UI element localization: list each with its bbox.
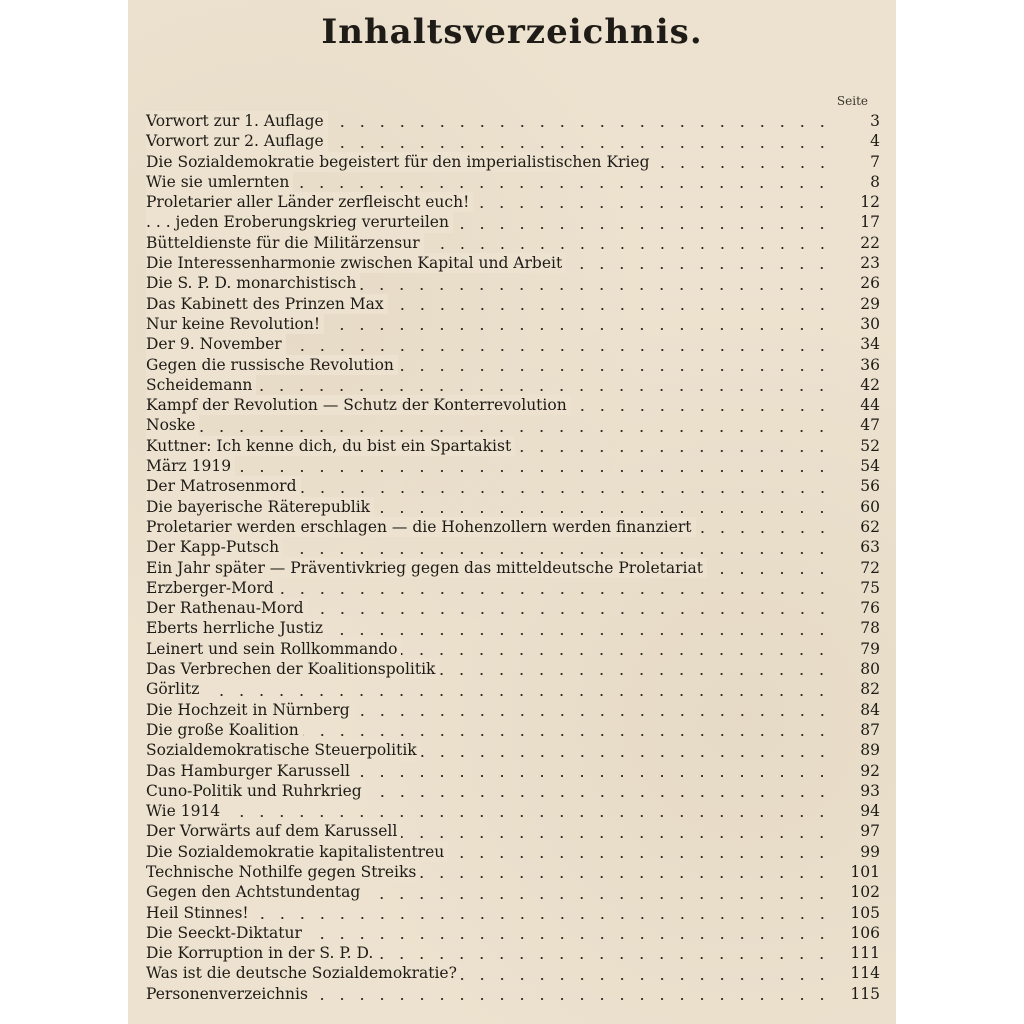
dot-leader	[278, 592, 832, 594]
toc-entry-title: Das Verbrechen der Koalitionspolitik	[146, 659, 439, 679]
toc-entry-title: Die Korruption in der S. P. D.	[146, 943, 377, 963]
dot-leader	[328, 146, 832, 148]
toc-entry	[146, 842, 880, 862]
page-title: Inhaltsverzeichnis.	[321, 12, 703, 52]
dot-leader	[308, 612, 832, 614]
toc-entry-page-number: 102	[850, 883, 880, 902]
toc-entry-page-number: 72	[860, 558, 880, 577]
dot-leader	[283, 552, 832, 554]
toc-entry	[146, 598, 880, 618]
toc-entry-title: Noske	[146, 415, 199, 435]
toc-entry-page-number: 54	[860, 457, 880, 476]
toc-entry	[146, 111, 880, 131]
toc-entry-page-number: 97	[860, 822, 880, 841]
toc-entry	[146, 963, 880, 983]
toc-entry-title: Sozialdemokratische Steuerpolitik	[146, 740, 421, 760]
toc-entry	[146, 456, 880, 476]
toc-entry-title: Kuttner: Ich kenne dich, du bist ein Spartakist	[146, 436, 515, 456]
toc-entry-page-number: 17	[860, 213, 880, 232]
toc-entry-page-number: 99	[860, 842, 880, 861]
dot-leader	[420, 876, 832, 878]
dot-leader	[571, 409, 832, 411]
dot-leader	[293, 186, 832, 188]
toc-entry-title: Die große Koalition	[146, 720, 303, 740]
toc-entry	[146, 923, 880, 943]
dot-leader	[312, 998, 832, 1000]
toc-entry	[146, 618, 880, 638]
toc-entry-page-number: 34	[860, 335, 880, 354]
dot-leader	[377, 957, 832, 959]
dot-leader	[364, 897, 832, 899]
dot-leader	[461, 978, 832, 980]
toc-entry-page-number: 36	[860, 355, 880, 374]
toc-entry	[146, 578, 880, 598]
toc-entry-title: Erzberger-Mord	[146, 578, 278, 598]
toc-entry-page-number: 60	[860, 497, 880, 516]
dot-leader	[439, 673, 832, 675]
toc-entry-page-number: 29	[860, 294, 880, 313]
toc-entry	[146, 172, 880, 192]
toc-entry-page-number: 47	[860, 416, 880, 435]
toc-entry	[146, 882, 880, 902]
toc-entry-title: Die Interessenharmonie zwischen Kapital und Arbeit	[146, 253, 566, 273]
toc-entry-title: Leinert und sein Rollkommando	[146, 639, 401, 659]
toc-entry-title: Vorwort zur 2. Auflage	[146, 131, 328, 151]
toc-entry	[146, 476, 880, 496]
toc-entry-page-number: 4	[870, 132, 880, 151]
toc-entry-page-number: 30	[860, 314, 880, 333]
toc-entry	[146, 436, 880, 456]
dot-leader	[301, 491, 833, 493]
toc-entry-title: Technische Nothilfe gegen Streiks	[146, 862, 420, 882]
dot-leader	[421, 755, 832, 757]
toc-entry-title: Gegen den Achtstundentag	[146, 882, 364, 902]
toc-entry	[146, 131, 880, 151]
toc-entry	[146, 537, 880, 557]
dot-leader	[448, 856, 832, 858]
toc-entry-page-number: 80	[860, 660, 880, 679]
toc-entry	[146, 375, 880, 395]
toc-entry-page-number: 79	[860, 639, 880, 658]
dot-leader	[388, 308, 832, 310]
dot-leader	[303, 734, 832, 736]
toc-entry-page-number: 87	[860, 720, 880, 739]
toc-entry-page-number: 44	[860, 396, 880, 415]
toc-entry-title: Scheidemann	[146, 375, 256, 395]
toc-entry	[146, 943, 880, 963]
toc-entry-page-number: 42	[860, 375, 880, 394]
dot-leader	[360, 288, 832, 290]
toc-entry	[146, 659, 880, 679]
toc-entry	[146, 984, 880, 1004]
table-of-contents	[146, 111, 880, 1004]
toc-entry-title: Wie sie umlernten	[146, 172, 293, 192]
dot-leader	[696, 531, 832, 533]
dot-leader	[707, 572, 832, 574]
toc-entry-title: Der Kapp-Putsch	[146, 537, 283, 557]
toc-entry-page-number: 3	[870, 112, 880, 130]
toc-entry	[146, 294, 880, 314]
toc-entry-title: Der 9. November	[146, 334, 286, 354]
toc-entry-page-number: 92	[860, 761, 880, 780]
toc-entry-title: Cuno-Politik und Ruhrkrieg	[146, 781, 366, 801]
dot-leader	[354, 714, 832, 716]
toc-entry-title: . . . jeden Eroberungskrieg verurteilen	[146, 212, 453, 232]
toc-entry	[146, 152, 880, 172]
toc-entry-page-number: 78	[860, 619, 880, 638]
toc-entry	[146, 273, 880, 293]
dot-leader	[453, 227, 832, 229]
dot-leader	[253, 917, 832, 919]
dot-leader	[256, 389, 832, 391]
toc-entry	[146, 497, 880, 517]
toc-entry-title: Der Rathenau-Mord	[146, 598, 308, 618]
toc-entry-title: Heil Stinnes!	[146, 903, 253, 923]
toc-entry-page-number: 105	[850, 903, 880, 922]
toc-entry	[146, 233, 880, 253]
dot-leader	[328, 125, 832, 127]
toc-entry-page-number: 101	[850, 862, 880, 881]
toc-entry	[146, 821, 880, 841]
toc-entry-title: Die bayerische Räterepublik	[146, 497, 374, 517]
toc-entry-page-number: 114	[850, 964, 880, 983]
toc-entry-title: Görlitz	[146, 679, 203, 699]
toc-entry-title: Die Sozialdemokratie kapitalistentreu	[146, 842, 448, 862]
toc-entry-title: Vorwort zur 1. Auflage	[146, 111, 328, 131]
toc-entry-page-number: 62	[860, 517, 880, 536]
toc-entry-page-number: 26	[860, 274, 880, 293]
dot-leader	[566, 267, 832, 269]
toc-entry-title: Wie 1914	[146, 801, 224, 821]
toc-entry-title: Eberts herrliche Justiz	[146, 618, 327, 638]
toc-entry	[146, 781, 880, 801]
toc-entry-page-number: 52	[860, 436, 880, 455]
dot-leader	[424, 247, 832, 249]
dot-leader	[286, 349, 832, 351]
toc-entry	[146, 415, 880, 435]
toc-entry-page-number: 82	[860, 680, 880, 699]
toc-entry-title: Proletarier aller Länder zerfleischt euch!	[146, 192, 473, 212]
toc-entry-title: Personenverzeichnis	[146, 984, 312, 1004]
dot-leader	[654, 166, 833, 168]
toc-entry	[146, 639, 880, 659]
toc-entry-title: Ein Jahr später — Präventivkrieg gegen das mitteldeutsche Proletariat	[146, 558, 707, 578]
dot-leader	[354, 775, 832, 777]
toc-entry-title: Der Matrosenmord	[146, 476, 301, 496]
dot-leader	[515, 450, 832, 452]
dot-leader	[366, 795, 832, 797]
toc-entry-page-number: 76	[860, 599, 880, 618]
toc-entry	[146, 355, 880, 375]
dot-leader	[199, 430, 832, 432]
toc-entry	[146, 212, 880, 232]
toc-entry	[146, 679, 880, 699]
toc-entry	[146, 903, 880, 923]
toc-entry-title: Die Sozialdemokratie begeistert für den imperialistischen Krieg	[146, 152, 654, 172]
book-page	[128, 0, 896, 1024]
toc-entry	[146, 761, 880, 781]
dot-leader	[324, 328, 832, 330]
toc-entry-title: Gegen die russische Revolution	[146, 355, 398, 375]
toc-entry-page-number: 75	[860, 578, 880, 597]
toc-entry-title: Die S. P. D. monarchistisch	[146, 273, 360, 293]
toc-entry	[146, 740, 880, 760]
dot-leader	[473, 206, 832, 208]
toc-entry-title: März 1919	[146, 456, 235, 476]
dot-leader	[398, 369, 832, 371]
toc-entry	[146, 801, 880, 821]
toc-entry-title: Nur keine Revolution!	[146, 314, 324, 334]
toc-entry-title: Bütteldienste für die Militärzensur	[146, 233, 424, 253]
toc-entry	[146, 314, 880, 334]
toc-entry-page-number: 84	[860, 700, 880, 719]
toc-entry-title: Proletarier werden erschlagen — die Hohenzollern werden finanziert	[146, 517, 696, 537]
toc-entry-page-number: 22	[860, 233, 880, 252]
dot-leader	[224, 815, 832, 817]
toc-entry-page-number: 89	[860, 741, 880, 760]
toc-entry	[146, 517, 880, 537]
toc-entry	[146, 192, 880, 212]
dot-leader	[306, 937, 832, 939]
toc-entry-page-number: 7	[870, 152, 880, 171]
toc-entry	[146, 395, 880, 415]
toc-entry	[146, 700, 880, 720]
page-column-label: Seite	[836, 94, 868, 108]
toc-entry-title: Die Hochzeit in Nürnberg	[146, 700, 354, 720]
dot-leader	[235, 470, 832, 472]
dot-leader	[401, 836, 832, 838]
toc-entry-page-number: 56	[860, 477, 880, 496]
toc-entry-page-number: 63	[860, 538, 880, 557]
toc-entry-title: Der Vorwärts auf dem Karussell	[146, 821, 401, 841]
toc-entry-title: Kampf der Revolution — Schutz der Konterrevolution	[146, 395, 571, 415]
dot-leader	[203, 694, 832, 696]
toc-entry-title: Das Hamburger Karussell	[146, 761, 354, 781]
toc-entry	[146, 558, 880, 578]
toc-entry-title: Die Seeckt-Diktatur	[146, 923, 306, 943]
toc-entry-page-number: 23	[860, 254, 880, 273]
dot-leader	[401, 653, 832, 655]
dot-leader	[374, 511, 832, 513]
dot-leader	[327, 633, 832, 635]
toc-entry-page-number: 12	[860, 193, 880, 212]
toc-entry-title: Das Kabinett des Prinzen Max	[146, 294, 388, 314]
toc-entry-page-number: 111	[850, 944, 880, 963]
toc-entry-title: Was ist die deutsche Sozialdemokratie?	[146, 963, 461, 983]
toc-entry	[146, 253, 880, 273]
toc-entry-page-number: 8	[870, 172, 880, 191]
toc-entry-page-number: 106	[850, 923, 880, 942]
toc-entry-page-number: 93	[860, 781, 880, 800]
toc-entry	[146, 720, 880, 740]
toc-entry	[146, 862, 880, 882]
toc-entry-page-number: 115	[850, 984, 880, 1003]
toc-entry-page-number: 94	[860, 802, 880, 821]
toc-entry	[146, 334, 880, 354]
